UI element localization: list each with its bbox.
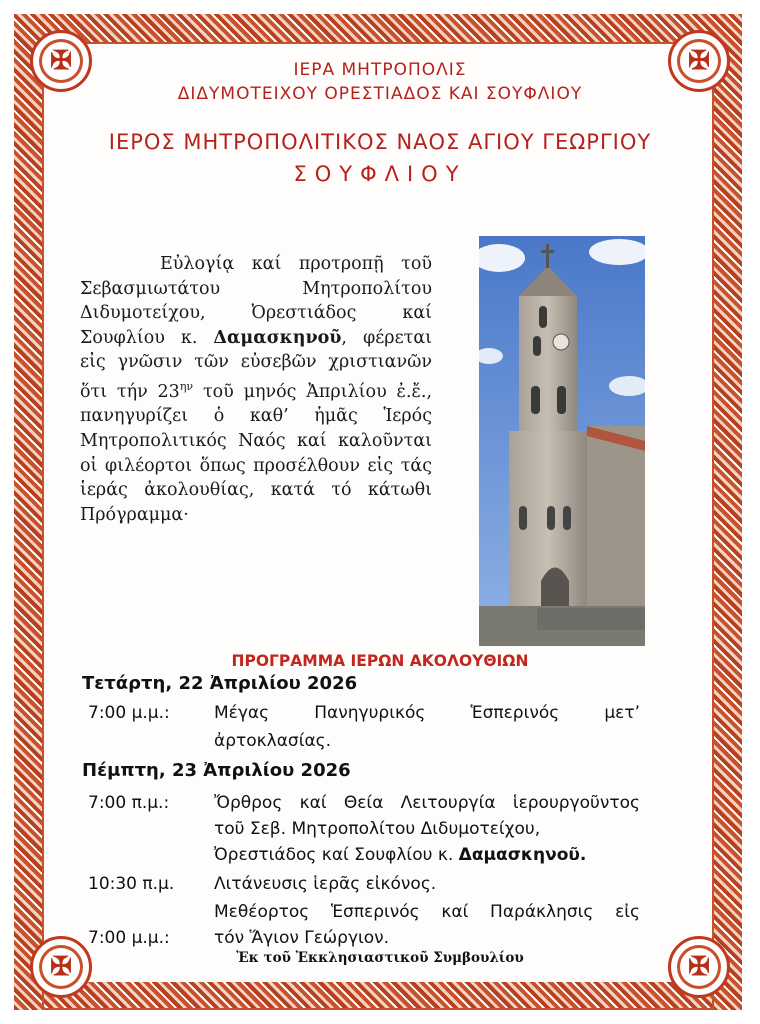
service-time: 7:00 μ.μ.: <box>88 703 170 723</box>
service-time: 7:00 μ.μ.: <box>88 928 170 948</box>
service-description: Ὄρθρος καί Θεία Λειτουργία ἱερουργοῦντος <box>214 793 640 813</box>
church-location: ΣΟΥΦΛΙΟΥ <box>293 162 467 186</box>
metropolis-name: ΙΕΡΑ ΜΗΤΡΟΠΟΛΙΣ <box>293 60 467 80</box>
church-bell-tower-photo <box>479 236 645 646</box>
corner-ornament-icon: ✠ <box>30 936 92 998</box>
service-description: ἀρτοκλασίας. <box>214 731 332 751</box>
ordinal-suffix: ην <box>179 379 194 393</box>
bishop-name: Δαμασκηνοῦ. <box>458 845 587 865</box>
signature-footer: Ἐκ τοῦ Ἐκκλησιαστικοῦ Συμβουλίου <box>236 950 524 966</box>
service-description: Μέγας Πανηγυρικός Ἑσπερινός μετ’ <box>214 703 640 723</box>
service-time: 7:00 π.μ.: <box>88 793 170 813</box>
intro-text: Εὐλογίᾳ καί προτροπῇ τοῦ Σεβασμιωτάτου Μητροπολίτου Διδυμοτείχου, Ὀρεστιάδος καί Σουφλίου κ. <box>80 254 432 348</box>
service-description: Μεθέορτος Ἑσπερινός καί Παράκλησις εἰς <box>214 902 640 922</box>
metropolis-region: ΔΙΔΥΜΟΤΕΙΧΟΥ ΟΡΕΣΤΙΑΔΟΣ ΚΑΙ ΣΟΥΦΛΙΟΥ <box>177 84 583 104</box>
corner-ornament-icon: ✠ <box>30 30 92 92</box>
service-description: Λιτάνευσις ἱερᾶς εἰκόνος. <box>214 874 437 894</box>
service-time: 10:30 π.μ. <box>88 874 175 894</box>
bishop-name: Δαμασκηνοῦ <box>213 327 342 348</box>
day-heading: Τετάρτη, 22 Ἀπριλίου 2026 <box>82 673 358 694</box>
corner-ornament-icon: ✠ <box>668 936 730 998</box>
service-description <box>214 842 640 868</box>
service-description-text: Ὀρεστιάδος καί Σουφλίου κ. <box>214 845 459 865</box>
service-description: τοῦ Σεβ. Μητροπολίτου Διδυμοτείχου, <box>214 819 541 839</box>
service-description: τόν Ἅγιον Γεώργιον. <box>214 928 390 948</box>
church-title: ΙΕΡΟΣ ΜΗΤΡΟΠΟΛΙΤΙΚΟΣ ΝΑΟΣ ΑΓΙΟΥ ΓΕΩΡΓΙΟΥ <box>108 130 652 154</box>
intro-paragraph <box>80 252 432 527</box>
day-heading: Πέμπτη, 23 Ἀπριλίου 2026 <box>82 760 351 781</box>
intro-text: , φέρεται εἰς γνῶσιν τῶν εὐσεβῶν χριστιανῶν ὅτι τήν 23 <box>80 327 432 402</box>
program-heading: ΠΡΟΓΡΑΜΜΑ ΙΕΡΩΝ ΑΚΟΛΟΥΘΙΩΝ <box>231 652 529 670</box>
corner-ornament-icon: ✠ <box>668 30 730 92</box>
intro-text: τοῦ μηνός Ἀπριλίου ἐ.ἔ., πανηγυρίζει ὁ καθ’ ἡμᾶς Ἱερός Μητροπολιτικός Ναός καί καλοῦνται οἱ φιλέορτοι ὅπως προσέλθουν εἰς τάς ἱεράς ἀκολουθίας, κατά τό κάτωθι Πρόγραμμα· <box>80 381 433 525</box>
